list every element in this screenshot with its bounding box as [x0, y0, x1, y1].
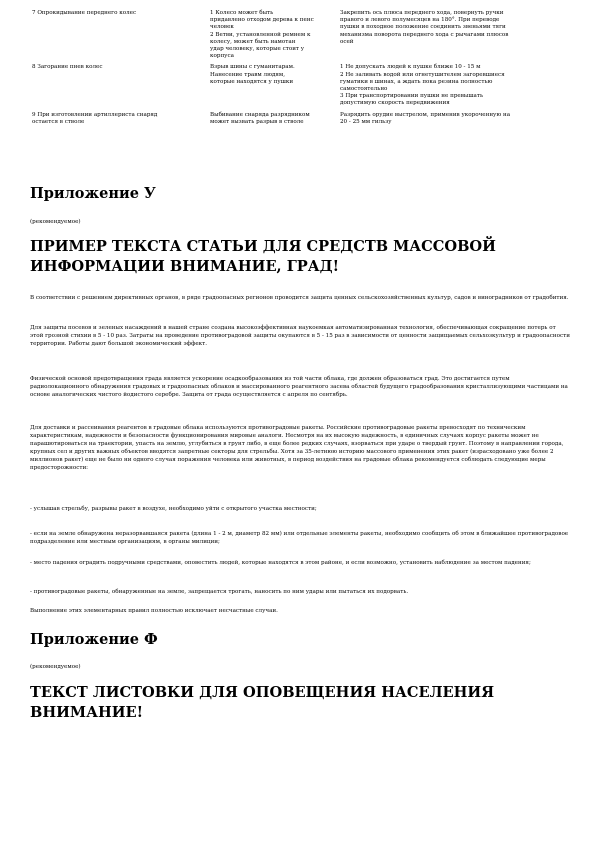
cell-text: которые находятся у пушки [210, 78, 294, 85]
appendix-u-title: ПРИМЕР ТЕКСТА СТАТЬИ ДЛЯ СРЕДСТВ МАССОВОЙ ИНФОРМАЦИИ ВНИМАНИЕ, ГРАД! [30, 238, 496, 275]
cell-text: 1 Колесо может быть [210, 10, 274, 16]
table-cell-hazard [30, 10, 208, 64]
appendix-u-note: (рекомендуемое) [30, 219, 81, 225]
paragraph: Выполнение этих элементарных правил полностью исключает несчастные случаи. [30, 608, 278, 614]
cell-text: корпуса [210, 53, 234, 60]
table-cell-hazard [30, 112, 208, 130]
cell-text: 2 Не заливать водой или огнетушителем загоревшиеся [340, 71, 505, 78]
cell-text: остается в стволе [32, 118, 85, 125]
cell-text: 2 Ветви, установленной ремнем к [210, 31, 311, 38]
paragraph: Для доставки и рассеивания реагентов в градовые облака используются противоградовые ракеты. Российские противоградовые ракеты превосходят по техническим характеристикам, надежности и безопасности функционирования мировые аналоги. Несмотря на их высокую надежность, в единичных случаях корпус ракеты может не парашютироваться на траектории, упасть на землю, углубиться в грунт либо, в еще более редких случаях, взорваться при ударе о твердый грунт. Поэтому в направлении города, крупных сел и других важных объектов вводятся запретные секторы для стрельбы. Хотя за 35-летнюю историю массового применения этих ракет (израсходовано уже более 2 миллионов ракет) еще не было ни одного случая поражения человека или животных, в период воздействия на градовые облака рекомендуется соблюдать следующие меры предосторожности: [30, 425, 564, 471]
cell-text: правого и левого полумесяцев на 180°. При переводе [340, 17, 500, 24]
cell-text: 20 - 25 мм гильзу [340, 118, 392, 125]
appendix-f-heading: Приложение Ф [30, 631, 158, 648]
table-cell-consequence [208, 112, 338, 130]
cell-text: может вызвать разрыв в стволе [210, 118, 304, 125]
paragraph: Физической основой предотвращения града является ускорение осадкообразования из той части облака, где должен образоваться град. Это достигается путем радиолокационного обнаружения градовых и градоопасных облаков и массированного реагентного засева областей будущего градообразования кристаллизующими частицами на основе аналогических чистого йодистого серебре. Защита от града осуществляется с апреля по сентябрь. [30, 376, 568, 398]
table-row [30, 64, 570, 111]
paragraph: - место падения оградить подручными средствами, оповестить людей, которые находятся в этом районе, и если возможно, установить наблюдение за местом падения; [30, 560, 531, 566]
paragraph: - противоградовые ракеты, обнаруженные на земле, запрещается трогать, наносить по ним удары или пытаться их подорвать. [30, 589, 409, 595]
cell-text: допустимую скорость передвижения [340, 100, 450, 107]
paragraph: Для защиты посевов и зеленых насаждений в нашей стране создана высокоэффективная наукоемкая автоматизированная технология, обеспечивающая сокращение потерь от этой грозной стихии в 5 - 10 раз. Затраты на проведение противоградовой защиты окупаются в 5 - 15 раз в зависимости от ценности защищаемых сельхозкультур и градоопасности территории. Работы дают большой экономический эффект. [30, 325, 570, 347]
paragraph: - если на земле обнаружена неразорвавшаяся ракета (длина 1 - 2 м, диаметр 82 мм) или отдельные элементы ракеты, необходимо сообщить об этом в ближайшее противоградовое подразделение или местным организациям, в органы милиции; [30, 531, 569, 545]
cell-text: пушки в походное положение соединить звеньями тяги [340, 24, 506, 31]
cell-text: Разрядить орудие выстрелом, применив укороченную на [340, 111, 511, 118]
cell-text: самостоятельно [340, 86, 388, 93]
cell-text: удар человеку, которые стоит у [210, 46, 305, 53]
table-cell-measure [338, 10, 570, 64]
cell-text: Закрепить ось плюса переднего хода, повернуть ручки [340, 10, 504, 16]
cell-text: Взрыв шины с гуманитарам. [210, 64, 295, 71]
paragraph: В соответствии с решением директивных органов, в ряде градоопасных регионов проводится защита ценных сельскохозяйственных культур, садов и виноградников от градобития. [30, 295, 569, 301]
table-cell-consequence [208, 64, 338, 111]
cell-text: 9 При изготовлении артиллериста снаряд [32, 111, 158, 118]
table-row [30, 112, 570, 130]
table-row [30, 10, 570, 64]
cell-text: осей [340, 38, 354, 45]
cell-text: человек [210, 24, 234, 31]
cell-text: Нанесение травм людям, [210, 71, 286, 78]
paragraph: - услышав стрельбу, разрывы ракет в воздухе, необходимо уйти с открытого участка местности; [30, 506, 317, 512]
table-cell-measure [338, 64, 570, 111]
hazards-table [30, 10, 570, 130]
appendix-u-heading: Приложение У [30, 185, 156, 202]
cell-text: 8 Загорание пнев колес [32, 64, 103, 71]
cell-text: колесу, может быть намотан [210, 38, 296, 45]
cell-text: 1 Не допускать людей к пушке ближе 10 - 15 м [340, 64, 481, 71]
appendix-f-title: ТЕКСТ ЛИСТОВКИ ДЛЯ ОПОВЕЩЕНИЯ НАСЕЛЕНИЯ ВНИМАНИЕ! [30, 684, 495, 721]
table-cell-consequence [208, 10, 338, 64]
cell-text: механизма поворота переднего хода с рычагами плюсов [340, 31, 509, 38]
cell-text: 7 Опрокидывание переднего колес [32, 10, 137, 16]
table-cell-hazard [30, 64, 208, 111]
cell-text: гуматики в шинах, а ждать пока резина полностью [340, 78, 493, 85]
cell-text: Выбивание снаряда разрядником [210, 111, 310, 118]
cell-text: придавлено отходом дерева к пенс [210, 17, 314, 24]
cell-text: 3 При транспортировании пушки не превышать [340, 93, 484, 100]
table-cell-measure [338, 112, 570, 130]
appendix-f-note: (рекомендуемое) [30, 664, 81, 670]
